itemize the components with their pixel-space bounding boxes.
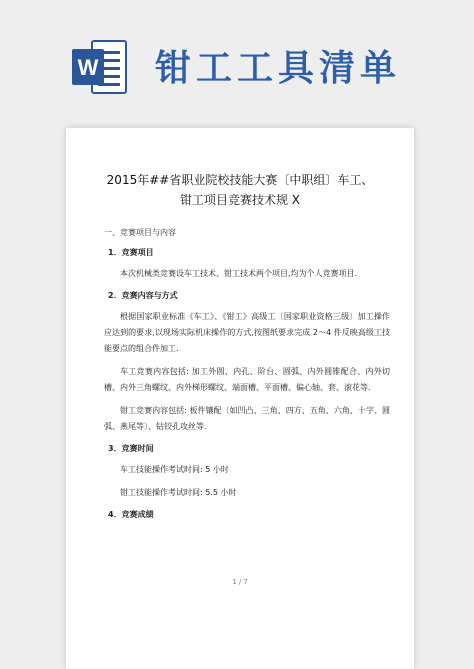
paragraph-turning-time: 车工技能操作考试时间: 5 小时 [120,465,229,474]
banner-title: 钳工工具清单 [155,48,402,89]
paragraph-fitting-time: 钳工技能操作考试时间: 5.5 小时 [120,488,237,497]
word-icon-letter: W [77,55,99,80]
page-number: 1 / 7 [232,578,248,586]
paragraph-turning-content: 车工竞赛内容包括: 加工外圆、内孔、阶台、圆弧、内外圆锥配合、内外切槽、内外三角螺纹、内外梯形螺纹、端面槽、平面槽、偏心轴、套、滚花等. [104,367,390,392]
paragraph-fitting-content: 钳工竞赛内容包括: 板件镶配〔如凹凸、三角、四方、五角、六角、十字、圆弧、燕尾等〕、钻铰孔攻丝等. [104,406,390,431]
document-title-line-2: 钳工项目竞赛技术规 X [179,193,301,207]
banner [0,0,474,118]
subsection-heading-competition-items: 1．竞赛项目 [108,248,154,257]
paragraph-standard: 根据国家职业标准《车工》、《钳工》高级工〔国家职业资格三级〕加工操作应达到的要求,以现场实际机床操作的方式,按图纸要求完成 2～4 件反映高级工技能要点的组合件加工. [104,312,390,353]
section-heading: 一、竞赛项目与内容 [104,228,176,237]
document-page [66,128,414,669]
document-title-line-1: 2015年##省职业院校技能大赛〔中职组〕车工、 [106,173,374,187]
paragraph-competition-items: 本次机械类竞赛设车工技术、钳工技术两个项目,均为个人竞赛项目. [120,269,358,278]
subsection-heading-content-method: 2．竞赛内容与方式 [108,291,178,300]
subsection-heading-time: 3．竞赛时间 [108,444,154,453]
word-document-icon [70,37,130,97]
document-title [90,170,390,210]
subsection-heading-scores: 4．竞赛成绩 [108,510,154,519]
